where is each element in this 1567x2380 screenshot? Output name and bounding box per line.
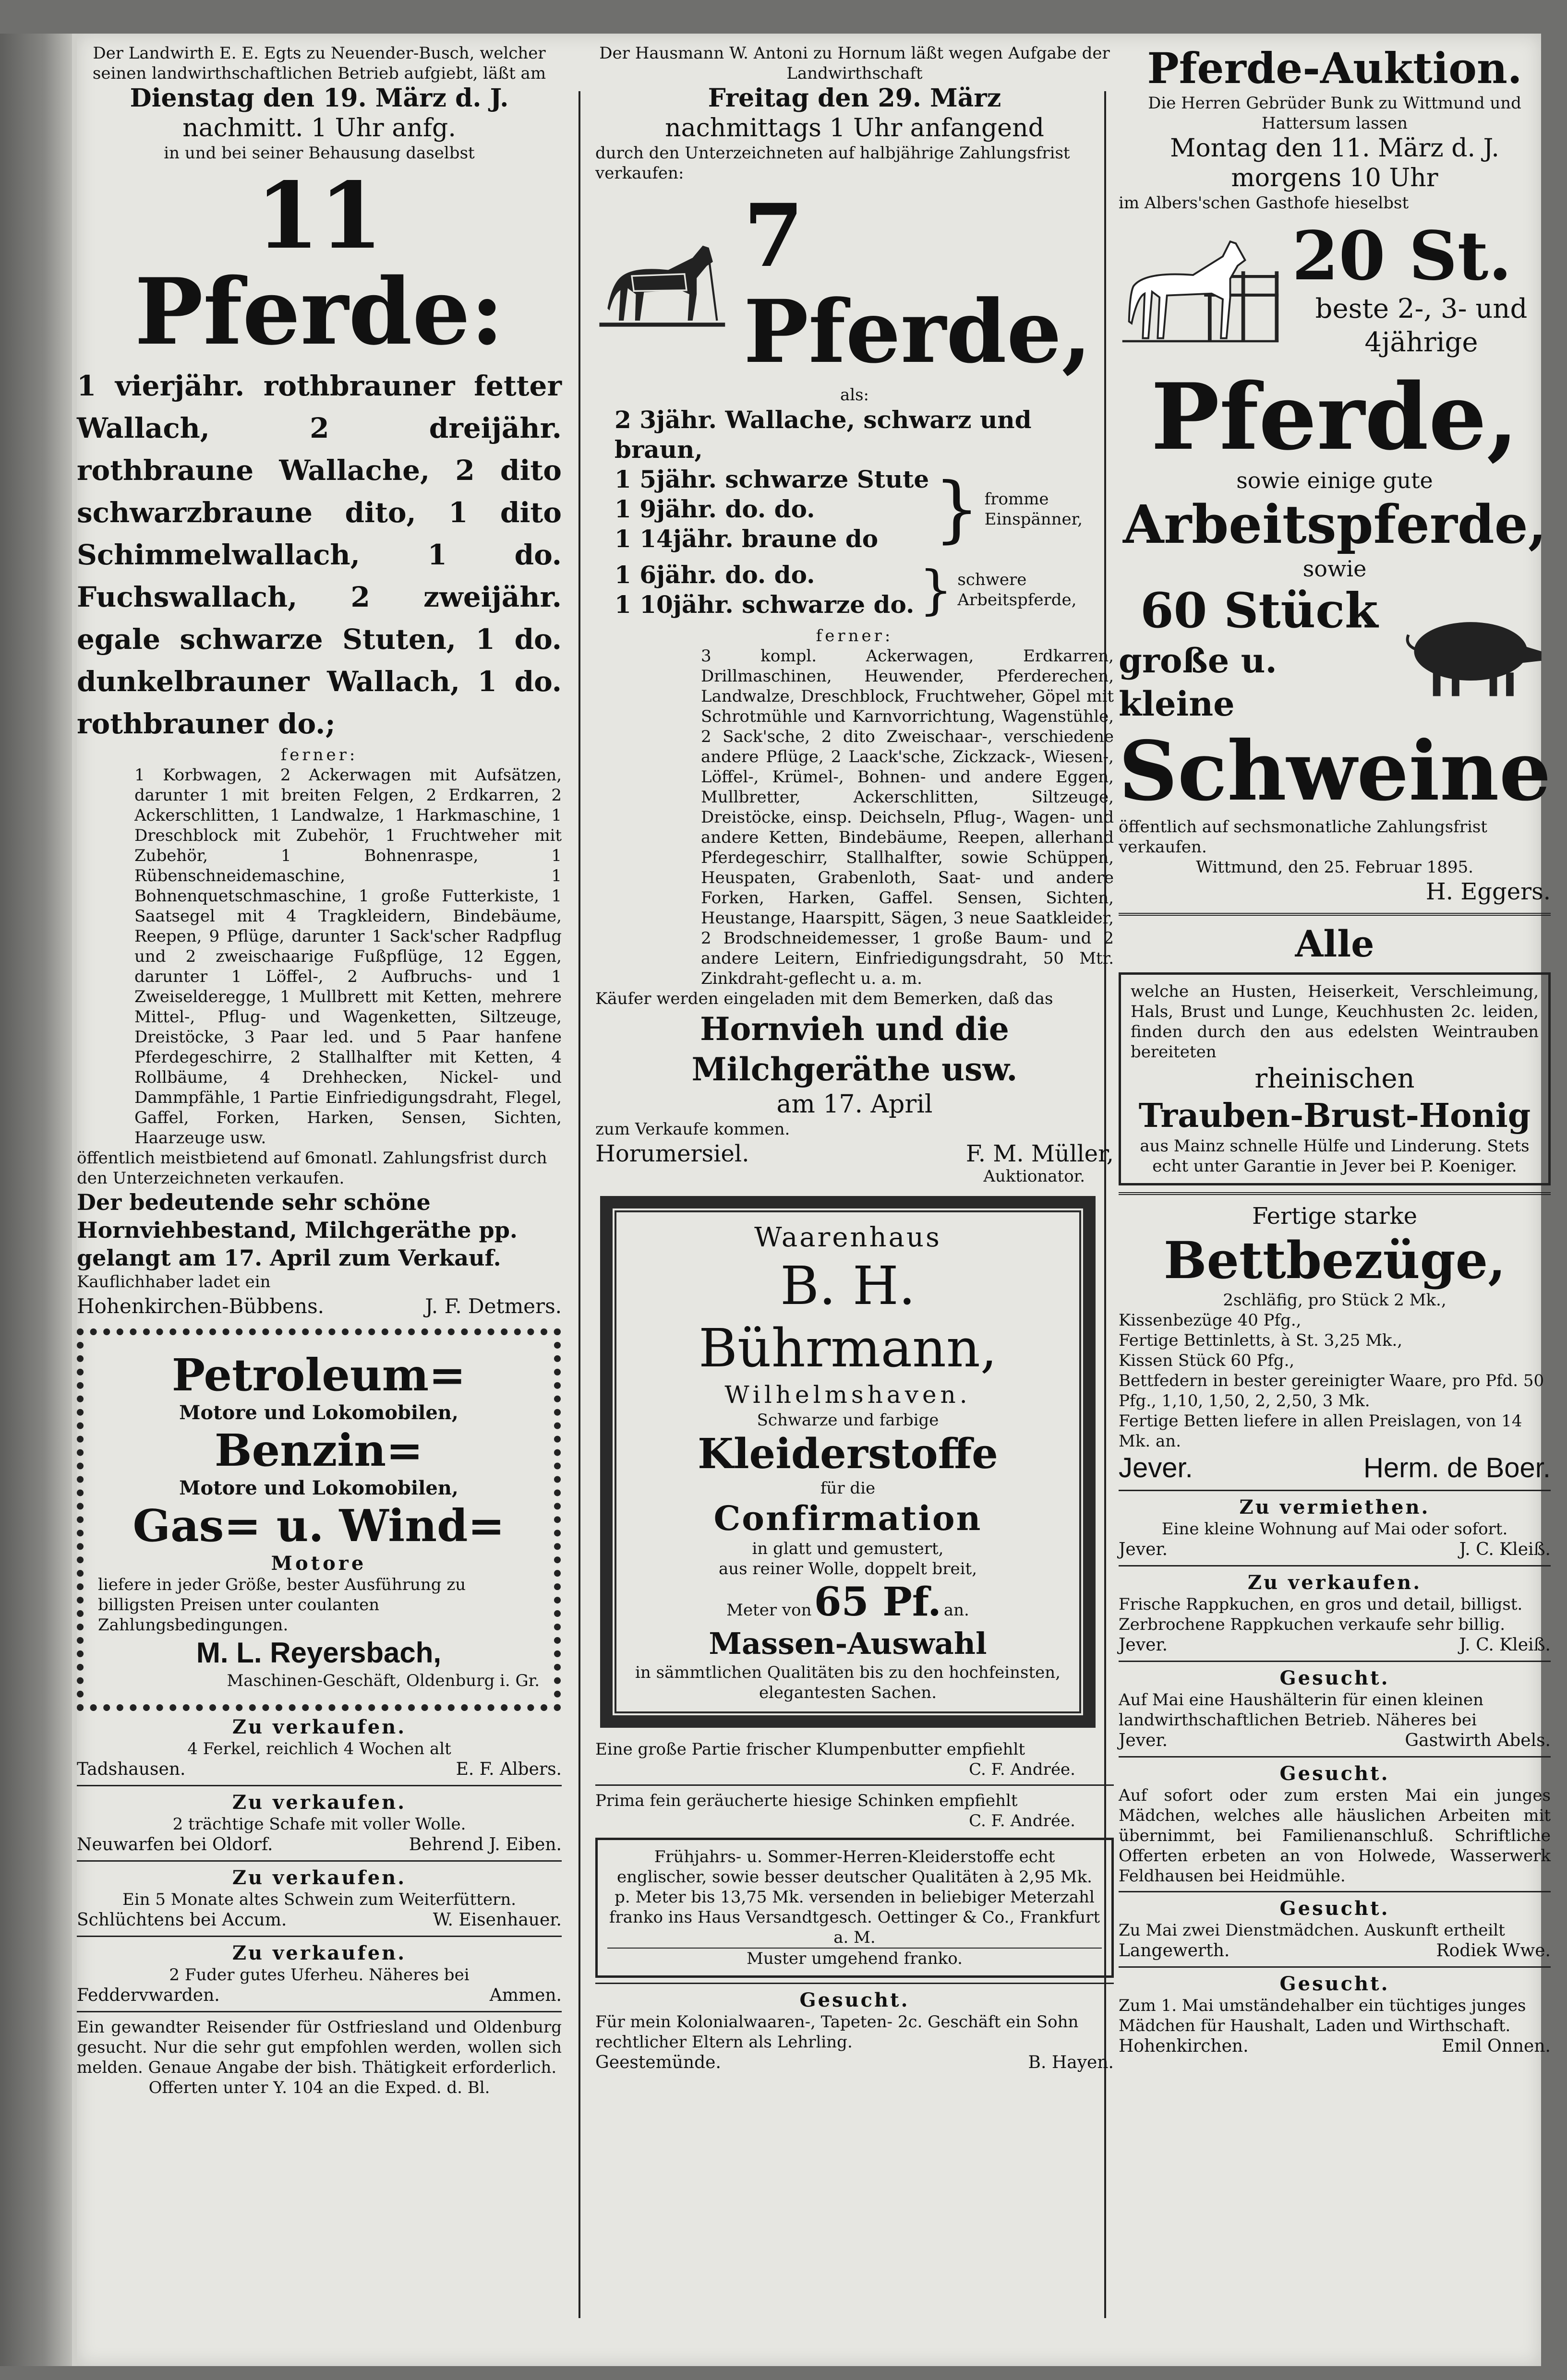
ad-body: welche an Husten, Heiserkeit, Verschleimung, Hals, Brust und Lunge, Keuchhusten 2c. leiden, finden durch den aus edelsten Weintrauben bereiteten xyxy=(1131,982,1539,1062)
classified-name: Ammen. xyxy=(489,1985,562,2005)
ad-date-2: am 17. April xyxy=(776,1090,933,1119)
book-binding-edge xyxy=(0,34,72,2366)
ad-line: in glatt und gemustert, xyxy=(752,1539,944,1558)
classified-body: Zum 1. Mai umständehalber ein tüchtiges junges Mädchen für Haushalt, Laden und Wirthschaft. xyxy=(1119,1996,1526,2035)
ad-line: Fertige Betten liefere in allen Preislagen, von 14 Mk. an. xyxy=(1119,1411,1522,1451)
ad-sign-place: Jever. xyxy=(1119,1452,1193,1483)
divider xyxy=(1119,1661,1551,1662)
classified-body: Auf sofort oder zum ersten Mai ein junges Mädchen, welches alle häuslichen Arbeiten mit übernimmt, bei Familienanschluß. Schriftliche Offerten erbeten an von Holwede, Wasserwerk Feldhausen bei Heidmühle. xyxy=(1119,1786,1551,1886)
classified-footer: Muster umgehend franko. xyxy=(607,1948,1102,1969)
classified-head: Zu verkaufen. xyxy=(232,1716,407,1738)
ad-sign-name: Herm. de Boer. xyxy=(1363,1452,1551,1483)
ad-bold-notice: Hornvieh und die Milchgeräthe usw. xyxy=(691,1010,1018,1088)
classified-body: Eine kleine Wohnung auf Mai oder sofort. xyxy=(1161,1519,1508,1539)
classified-name: E. F. Albers. xyxy=(456,1759,562,1779)
column-rule-1 xyxy=(579,91,580,2318)
ad-line-benzin: Benzin= xyxy=(214,1424,423,1476)
ad-line: Schwarze und farbige xyxy=(757,1411,939,1430)
divider xyxy=(1119,913,1551,916)
ad-pig-text xyxy=(1119,582,1400,726)
classified-name: Behrend J. Eiben. xyxy=(409,1835,562,1854)
ad-sale: zum Verkaufe kommen. xyxy=(595,1120,790,1139)
ad-place: im Albers'schen Gasthofe hieselbst xyxy=(1119,193,1409,213)
ad-buehrmann xyxy=(600,1196,1096,1728)
classified-body: Für mein Kolonialwaaren-, Tapeten- 2c. Geschäft ein Sohn rechtlicher Eltern als Lehrling. xyxy=(595,2012,1079,2052)
ad-antoni-auction xyxy=(595,43,1114,1186)
divider xyxy=(595,1784,1114,1786)
classifieds-col2 xyxy=(595,1739,1114,2073)
ad-kleiderstoffe: Kleiderstoffe xyxy=(698,1430,998,1478)
ad-terms: öffentlich auf sechsmonatliche Zahlungsfrist verkaufen. xyxy=(1119,817,1487,857)
classified-name: C. F. Andrée. xyxy=(969,1811,1075,1830)
ad-de-boer xyxy=(1119,1202,1551,1485)
classified-place: Schlüchtens bei Accum. xyxy=(77,1910,287,1930)
ad-massen-auswahl: Massen-Auswahl xyxy=(709,1626,987,1661)
classified-sign xyxy=(77,1834,562,1855)
pig-illustration xyxy=(1400,606,1551,702)
ad-trauben-honig xyxy=(1119,922,1551,1185)
ad-line-motors-2: Motore und Lokomobilen, xyxy=(179,1477,458,1499)
ad-intro: Die Herren Gebrüder Bunk zu Wittmund und Hattersum lassen xyxy=(1148,94,1521,133)
ad-signature xyxy=(595,1141,1114,1166)
ad-buyers: Käufer werden eingeladen mit dem Bemerken, daß das xyxy=(595,989,1053,1008)
ad-intro: Der Landwirth E. E. Egts zu Neuender-Busch, welcher seinen landwirthschaftlichen Betrieb aufgiebt, läßt am xyxy=(92,44,546,83)
classified-sign xyxy=(1119,2036,1551,2057)
classified-body: Frühjahrs- u. Sommer-Herren-Kleiderstoffe echt englischer, sowie besser deutscher Qualitäten à 2,95 Mk. p. Meter bis 13,75 Mk. versenden in beliebiger Meterzahl franko ins Haus Versandtgesch. Oettinger & Co., Frankfurt a. M. xyxy=(609,1847,1100,1947)
classified-sign xyxy=(77,1910,562,1931)
ad-title: Pferde-Auktion. xyxy=(1147,43,1522,93)
classified-body: Eine große Partie frischer Klumpenbutter empfiehlt xyxy=(595,1740,1025,1759)
ad-date: Dienstag den 19. März d. J. xyxy=(130,84,509,113)
classified-head: Gesucht. xyxy=(1279,1973,1390,1995)
classified-body: 4 Ferkel, reichlich 4 Wochen alt xyxy=(187,1739,451,1758)
classified-head: Zu verkaufen. xyxy=(232,1942,407,1964)
ad-horse-row xyxy=(1119,213,1551,367)
ad-line: aus reiner Wolle, doppelt breit, xyxy=(718,1559,977,1579)
horse-fence-illustration xyxy=(1119,213,1282,367)
ad-line: aus Mainz schnelle Hülfe und Linderung. Stets echt unter Garantie in Jever bei P. Koeniger. xyxy=(1140,1136,1530,1176)
ad-time: nachmitt. 1 Uhr anfg. xyxy=(182,114,456,143)
divider xyxy=(595,1983,1114,1984)
classified-place: Jever. xyxy=(1119,1635,1168,1655)
divider xyxy=(1119,1756,1551,1758)
ad-line-4: 1 14jähr. braune do xyxy=(615,525,879,553)
ad-sale: öffentlich meistbietend auf 6monatl. Zahlungsfrist durch den Unterzeichneten verkaufen. xyxy=(77,1148,547,1188)
classified-body: Frische Rappkuchen, en gros und detail, billigst. Zerbrochene Rappkuchen verkaufe sehr billig. xyxy=(1119,1595,1523,1634)
classified-body: Ein 5 Monate altes Schwein zum Weiterfüttern. xyxy=(122,1890,517,1909)
classified-sign xyxy=(1119,1730,1551,1751)
ad-body: liefere in jeder Größe, bester Ausführung zu billigsten Preisen unter coulanten Zahlungsbedingungen. xyxy=(98,1575,466,1635)
ad-line-gas-wind: Gas= u. Wind= xyxy=(133,1500,505,1552)
ad-pigs-adj: große u. kleine xyxy=(1119,641,1277,724)
ad-line-1: 2 3jähr. Wallache, schwarz und braun, xyxy=(615,406,1032,464)
classified-head: Zu verkaufen. xyxy=(1247,1571,1422,1594)
classified-body: 2 Fuder gutes Uferheu. Näheres bei xyxy=(169,1965,470,1985)
classifieds-col1 xyxy=(77,1716,562,2098)
ad-brace-label-1: fromme Einspänner, xyxy=(984,490,1083,529)
ad-line-6: 1 10jähr. schwarze do. xyxy=(615,590,915,619)
ad-title: Alle xyxy=(1295,922,1374,965)
ad-price-post: an. xyxy=(943,1601,969,1620)
divider xyxy=(77,1785,562,1786)
ad-oettinger xyxy=(595,1838,1114,1978)
classified-name: C. F. Andrée. xyxy=(969,1760,1075,1779)
ad-count-block xyxy=(1291,217,1551,359)
ad-intro: Der Hausmann W. Antoni zu Hornum läßt wegen Aufgabe der Landwirthschaft xyxy=(599,44,1110,83)
classified-body: Zu Mai zwei Dienstmädchen. Auskunft ertheilt xyxy=(1119,1921,1505,1940)
divider xyxy=(77,1860,562,1862)
ad-items: 1 Korbwagen, 2 Ackerwagen mit Aufsätzen, darunter 1 mit breiten Felgen, 2 Erdkarren, 2 Ackerschlitten, 1 Landwalze, 1 Harkmaschine, 1 Dreschblock mit Zubehör, 1 Fruchtweher mit Zubehör, 1 Bohnenraspe, 1 Rübenschneidemaschine, 1 Bohnenquetschmaschine, 1 große Futterkiste, 1 Saatsegel mit 4 Tragkleidern, Bindebäume, Reepen, 9 Pflüge, darunter 1 Sack'scher Radpflug und 2 zweischaarige Fußpflüge, 12 Eggen, darunter 1 Löffel-, 2 Aufbruchs- und 1 Zweiselderegge, 1 Mullbrett mit Ketten, mehrere Mittel-, Pflug- und Wagenketten, Siltzeuge, Dreistöcke, 3 Paar led. und 5 Paar hanfene Pferdegeschirre, 2 Stallhalfter mit Ketten, 4 Rollbäume, 4 Drehhecken, Nickel- und Dammpfähle, 1 Partie Einfriedigungsdraht, Flegel, Gaffel, Forken, Harken, Sensen, Sichten, Haarzeuge usw. xyxy=(134,765,562,1148)
classified-body: 2 trächtige Schafe mit voller Wolle. xyxy=(172,1815,466,1834)
ad-title: Bettbezüge, xyxy=(1163,1230,1506,1290)
divider xyxy=(1119,1192,1551,1195)
ad-line: Fertige Bettinletts, à St. 3,25 Mk., xyxy=(1119,1331,1403,1350)
ad-note: Der bedeutende sehr schöne Hornviehbestand, Milchgeräthe pp. gelangt am 17. April zum Verkauf. xyxy=(77,1189,518,1271)
ad-count: 20 St. xyxy=(1291,217,1512,296)
ad-horse-list-2 xyxy=(595,554,1114,626)
ad-also: sowie einige gute xyxy=(1236,467,1433,493)
ad-sign-place: Hohenkirchen-Bübbens. xyxy=(77,1294,324,1318)
ad-line-motors-1: Motore und Lokomobilen, xyxy=(179,1401,458,1424)
column-2 xyxy=(595,43,1114,2073)
column-1 xyxy=(77,43,562,2098)
ad-headline-row xyxy=(595,185,1114,383)
ad-city: Wilhelmshaven. xyxy=(724,1381,971,1409)
classified-place: Feddervwarden. xyxy=(77,1985,220,2005)
ad-product: Trauben-Brust-Honig xyxy=(1138,1097,1531,1135)
ad-sign xyxy=(1119,1451,1551,1485)
ad-price: 65 Pf. xyxy=(814,1579,941,1625)
ad-terms: durch den Unterzeichneten auf halbjährige Zahlungsfrist verkaufen: xyxy=(595,144,1070,183)
ad-pig-row xyxy=(1119,582,1551,726)
classified-place: Jever. xyxy=(1119,1731,1168,1750)
classified-sign xyxy=(77,1985,562,2006)
ad-headline: 7 Pferde, xyxy=(743,185,1092,383)
ad-sign-place: Horumersiel. xyxy=(595,1140,749,1167)
classified-head: Gesucht. xyxy=(1279,1667,1390,1689)
ad-bunk-auction xyxy=(1119,43,1551,906)
ad-price-pre: Meter von xyxy=(726,1601,812,1620)
ad-invite: Kauflichhaber ladet ein xyxy=(77,1272,271,1292)
divider xyxy=(77,2011,562,2012)
classified-sign xyxy=(595,2052,1114,2073)
classified-place: Neuwarfen bei Oldorf. xyxy=(77,1835,273,1854)
ad-sowie: sowie xyxy=(1302,556,1367,582)
ad-line: Bettfedern in bester gereinigter Waare, pro Pfd. 50 Pfg., 1,10, 1,50, 2, 2,50, 3 Mk. xyxy=(1119,1371,1544,1411)
ad-line: 2schläfig, pro Stück 2 Mk., xyxy=(1223,1291,1446,1310)
ad-line-petroleum: Petroleum= xyxy=(171,1349,466,1401)
divider xyxy=(77,1936,562,1937)
classified-place: Hohenkirchen. xyxy=(1119,2036,1249,2056)
ad-line: Kissenbezüge 40 Pfg., xyxy=(1119,1311,1302,1330)
classified-sign xyxy=(77,1759,562,1780)
classified-head: Gesucht. xyxy=(1279,1762,1390,1785)
ad-egts-auction xyxy=(77,43,562,1319)
divider xyxy=(1119,1966,1551,1968)
classified-head: Zu verkaufen. xyxy=(232,1791,407,1814)
ad-date: Montag den 11. März d. J. xyxy=(1170,134,1499,163)
ad-sign-name: J. F. Detmers. xyxy=(425,1294,562,1318)
ad-ferner: ferner: xyxy=(816,626,893,646)
ad-line: rheinischen xyxy=(1254,1063,1415,1094)
ad-als: als: xyxy=(840,385,869,405)
brace-glyph: } xyxy=(919,559,953,621)
ad-sub: beste 2-, 3- und 4jährige xyxy=(1315,293,1528,358)
ad-line: Waarenhaus xyxy=(754,1222,941,1253)
column-3 xyxy=(1119,43,1551,2057)
classified-place: Geestemünde. xyxy=(595,2053,721,2072)
classified-place: Langewerth. xyxy=(1119,1941,1230,1961)
classified-name: W. Eisenhauer. xyxy=(433,1910,562,1930)
ad-horse-group xyxy=(615,465,929,554)
classifieds-col3 xyxy=(1119,1490,1551,2057)
classified-place: Tadshausen. xyxy=(77,1759,186,1779)
classified-name: J. C. Kleiß. xyxy=(1459,1540,1551,1559)
ad-line-5: 1 6jähr. do. do. xyxy=(615,561,815,589)
ad-brace-label-2: schwere Arbeitspferde, xyxy=(957,570,1077,610)
ad-horse-group xyxy=(615,560,914,620)
ad-line-2: 1 5jähr. schwarze Stute xyxy=(615,465,929,493)
ad-line-3: 1 9jähr. do. do. xyxy=(615,495,815,523)
ad-confirmation: Confirmation xyxy=(713,1498,982,1538)
classified-name: J. C. Kleiß. xyxy=(1459,1635,1551,1655)
ad-trauben-box xyxy=(1119,972,1551,1185)
ad-time: morgens 10 Uhr xyxy=(1231,164,1438,192)
classified-sign xyxy=(1119,1940,1551,1961)
ad-ferner: ferner: xyxy=(280,745,358,765)
classified-sign xyxy=(1119,1635,1551,1656)
ad-line: Fertige starke xyxy=(1252,1203,1418,1230)
classified-head: Zu vermiethen. xyxy=(1239,1496,1430,1519)
ad-sign-name: F. M. Müller, xyxy=(965,1140,1114,1167)
horse-illustration xyxy=(595,224,729,344)
ad-signature xyxy=(77,1294,562,1319)
ad-items: 3 kompl. Ackerwagen, Erdkarren, Drillmaschinen, Heuwender, Pferderechen, Landwalze, Dreschblock, Fruchtweher, Göpel mit Schrotmühle und Karnvorrichtung, Wagenstühle, 2 Sack'sche, 2 dito Zweischaar-, verschiedene andere Pflüge, 2 Laack'sche, Zickzack-, Wiesen-, Löffel-, Krümel-, Bohnen- und andere Eggen, Mullbretter, Ackerschlitten, Siltzeuge, Dreistöcke, einsp. Deichseln, Pflug-, Wagen- und andere Ketten, Bindebäume, Reepen, allerhand Pferdegeschirr, Stallhalfter, sowie Schüppen, Heuspaten, Grabenloth, Saat- und andere Forken, Harken, Gaffel. Sensen, Sichten, Heustange, Haarspitt, Sägen, 3 neue Saatkleider, 2 Brodschneidemesser, 1 große Baum- und 2 andere Leitern, Einfriedigungsdraht, 50 Mtr. Zinkdraht-geflecht u. a. m. xyxy=(701,646,1114,988)
divider xyxy=(1119,1891,1551,1892)
ad-line-motore: Motore xyxy=(271,1552,367,1575)
classified-body: Prima fein geräucherte hiesige Schinken empfiehlt xyxy=(595,1791,1018,1810)
ad-firm: B. H. Bührmann, xyxy=(699,1255,997,1379)
ad-sign-role: Auktionator. xyxy=(983,1167,1085,1186)
ad-price-row xyxy=(627,1579,1069,1625)
ad-pigs: Schweine xyxy=(1119,723,1551,819)
ad-work: Arbeitspferde, xyxy=(1122,493,1547,555)
classified-place: Jever. xyxy=(1119,1540,1168,1559)
classified-name: B. Hayen. xyxy=(1028,2053,1114,2072)
ad-firm: M. L. Reyersbach, xyxy=(196,1637,442,1669)
ad-horses: 1 vierjähr. rothbrauner fetter Wallach, 2 dreijähr. rothbraune Wallache, 2 dito schwarzbraune dito, 1 dito Schimmelwallach, 1 do. Fuchswallach, 2 zweijähr. egale schwarze Stuten, 1 do. dunkelbrauner Wallach, 1 do. rothbrauner do.; xyxy=(77,370,562,740)
ad-horse-list-1 xyxy=(595,465,1114,554)
classified-name: Gastwirth Abels. xyxy=(1405,1731,1551,1750)
ad-dateline: Wittmund, den 25. Februar 1895. xyxy=(1196,858,1473,877)
classified-body: Auf Mai eine Haushälterin für einen kleinen landwirthschaftlichen Betrieb. Näheres bei xyxy=(1119,1690,1484,1730)
ad-line: in sämmtlichen Qualitäten bis zu den hochfeinsten, elegantesten Sachen. xyxy=(635,1663,1061,1702)
ad-sign: H. Eggers. xyxy=(1425,878,1551,905)
ad-headline: Pferde, xyxy=(1151,363,1519,470)
ad-firm-sub: Maschinen-Geschäft, Oldenburg i. Gr. xyxy=(227,1671,540,1690)
classified-footer: Offerten unter Y. 104 an die Exped. d. Bl. xyxy=(148,2078,490,2097)
classified-name: Emil Onnen. xyxy=(1442,2036,1551,2056)
ad-line: für die xyxy=(820,1479,876,1498)
classified-sign xyxy=(1119,1539,1551,1560)
ad-line: Kissen Stück 60 Pfg., xyxy=(1119,1351,1295,1370)
classified-head: Gesucht. xyxy=(1279,1897,1390,1920)
classified-body: Ein gewandter Reisender für Ostfriesland und Oldenburg gesucht. Nur die sehr gut empfohlen werden, wollen sich melden. Genaue Angabe der bish. Thätigkeit erforderlich. xyxy=(77,2018,562,2077)
ad-pigs-count: 60 Stück xyxy=(1140,582,1378,639)
classified-head: Zu verkaufen. xyxy=(232,1866,407,1889)
ad-time: nachmittags 1 Uhr anfangend xyxy=(665,114,1044,143)
classified-head: Gesucht. xyxy=(799,1989,910,2011)
divider xyxy=(1119,1490,1551,1491)
ad-date: Freitag den 29. März xyxy=(708,84,1001,113)
ad-place: in und bei seiner Behausung daselbst xyxy=(164,144,475,163)
brace-glyph: } xyxy=(934,467,980,551)
classified-name: Rodiek Wwe. xyxy=(1436,1941,1551,1961)
divider xyxy=(1119,1565,1551,1567)
ad-reyersbach-motors xyxy=(77,1328,561,1711)
ad-headline: 11 Pferde: xyxy=(134,162,504,365)
